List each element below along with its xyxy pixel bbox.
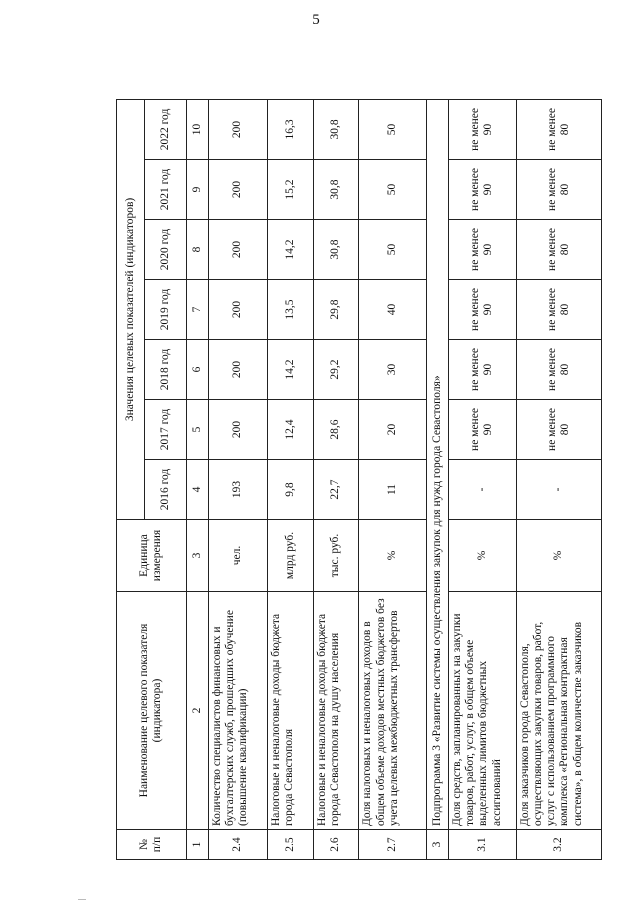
row-value: 200 <box>208 220 267 280</box>
index-cell: 9 <box>186 160 208 220</box>
table-row <box>516 99 601 859</box>
row-value: не менее 90 <box>449 160 517 220</box>
header-name: Наименование целевого показателя (индикатора) <box>117 592 187 830</box>
header-num: № п/п <box>117 830 187 860</box>
index-row <box>186 99 208 859</box>
index-cell: 1 <box>186 830 208 860</box>
row-name: Налоговые и неналоговые доходы бюджета города Севастополя на душу населения <box>313 592 359 830</box>
table-row <box>359 99 427 859</box>
table-row <box>449 99 517 859</box>
row-value: 29,8 <box>313 280 359 340</box>
row-value: 200 <box>208 340 267 400</box>
row-value: не менее 90 <box>449 220 517 280</box>
row-value: не менее 80 <box>516 160 601 220</box>
row-num: 2.5 <box>267 830 313 860</box>
row-name: Доля заказчиков города Севастополя, осуществляющих закупки товаров, работ, услуг с использованием программного комплекса «Региональная контрактная система», в общем количестве заказчиков <box>516 592 601 830</box>
header-year: 2019 год <box>145 280 187 340</box>
row-value: 200 <box>208 280 267 340</box>
table-row <box>313 99 359 859</box>
row-value: 13,5 <box>267 280 313 340</box>
table-row <box>208 99 267 859</box>
row-value: 200 <box>208 160 267 220</box>
index-cell: 10 <box>186 99 208 159</box>
header-year: 2020 год <box>145 220 187 280</box>
index-cell: 4 <box>186 460 208 520</box>
row-value: не менее 90 <box>449 400 517 460</box>
index-cell: 3 <box>186 520 208 592</box>
row-value: - <box>516 460 601 520</box>
row-name: Доля налоговых и неналоговых доходов в общем объеме доходов местных бюджетов без учета целевых межбюджетных трансфертов <box>359 592 427 830</box>
row-unit: % <box>359 520 427 592</box>
row-value: 200 <box>208 99 267 159</box>
row-value: не менее 90 <box>449 99 517 159</box>
row-num: 3.2 <box>516 830 601 860</box>
row-num: 2.7 <box>359 830 427 860</box>
row-value: не менее 80 <box>516 220 601 280</box>
row-unit: % <box>449 520 517 592</box>
row-value: 15,2 <box>267 160 313 220</box>
header-year: 2021 год <box>145 160 187 220</box>
header-year: 2018 год <box>145 340 187 400</box>
index-cell: 5 <box>186 400 208 460</box>
row-value: 50 <box>359 220 427 280</box>
row-unit: % <box>516 520 601 592</box>
row-num: 2.4 <box>208 830 267 860</box>
row-unit: млрд руб. <box>267 520 313 592</box>
indicator-table <box>116 99 602 860</box>
table-row <box>267 99 313 859</box>
row-value: не менее 80 <box>516 400 601 460</box>
row-num: 2.6 <box>313 830 359 860</box>
row-value: 12,4 <box>267 400 313 460</box>
row-unit: тыс. руб. <box>313 520 359 592</box>
row-value: 30,8 <box>313 160 359 220</box>
row-value: 29,2 <box>313 340 359 400</box>
row-value: не менее 80 <box>516 99 601 159</box>
index-cell: 8 <box>186 220 208 280</box>
row-unit: чел. <box>208 520 267 592</box>
header-year: 2017 год <box>145 400 187 460</box>
subprogram-title: Подпрограмма 3 «Развитие системы осуществления закупок для нужд города Севастополя» <box>427 99 449 829</box>
row-value: 30 <box>359 340 427 400</box>
row-value: не менее 80 <box>516 340 601 400</box>
row-value: 14,2 <box>267 220 313 280</box>
indicator-table-rotated <box>116 100 602 860</box>
row-value: 14,2 <box>267 340 313 400</box>
header-year: 2016 год <box>145 460 187 520</box>
index-cell: 2 <box>186 592 208 830</box>
header-row-1 <box>117 99 145 859</box>
row-value: 28,6 <box>313 400 359 460</box>
row-value: не менее 90 <box>449 280 517 340</box>
subprogram-row <box>427 99 449 859</box>
row-value: не менее 90 <box>449 340 517 400</box>
header-year: 2022 год <box>145 99 187 159</box>
header-values-group: Значения целевых показателей (индикаторов) <box>117 99 145 519</box>
row-value: 11 <box>359 460 427 520</box>
row-num: 3.1 <box>449 830 517 860</box>
row-value: 40 <box>359 280 427 340</box>
row-value: 30,8 <box>313 99 359 159</box>
row-value: 30,8 <box>313 220 359 280</box>
row-value: 16,3 <box>267 99 313 159</box>
index-cell: 7 <box>186 280 208 340</box>
row-value: 9,8 <box>267 460 313 520</box>
row-value: 22,7 <box>313 460 359 520</box>
row-value: 50 <box>359 160 427 220</box>
row-value: - <box>449 460 517 520</box>
page-number: 5 <box>312 12 320 28</box>
row-value: 200 <box>208 400 267 460</box>
header-unit: Единица измерения <box>117 520 187 592</box>
row-value: не менее 80 <box>516 280 601 340</box>
row-value: 20 <box>359 400 427 460</box>
row-value: 193 <box>208 460 267 520</box>
row-num: 3 <box>427 830 449 860</box>
row-value: 50 <box>359 99 427 159</box>
row-name: Доля средств, запланированных на закупки товаров, работ, услуг, в общем объеме выделенных лимитов бюджетных ассигнований <box>449 592 517 830</box>
page-edge-mark <box>78 893 86 900</box>
index-cell: 6 <box>186 340 208 400</box>
row-name: Количество специалистов финансовых и бухгалтерских служб, прошедших обучение (повышение квалификации) <box>208 592 267 830</box>
row-name: Налоговые и неналоговые доходы бюджета города Севастополя <box>267 592 313 830</box>
